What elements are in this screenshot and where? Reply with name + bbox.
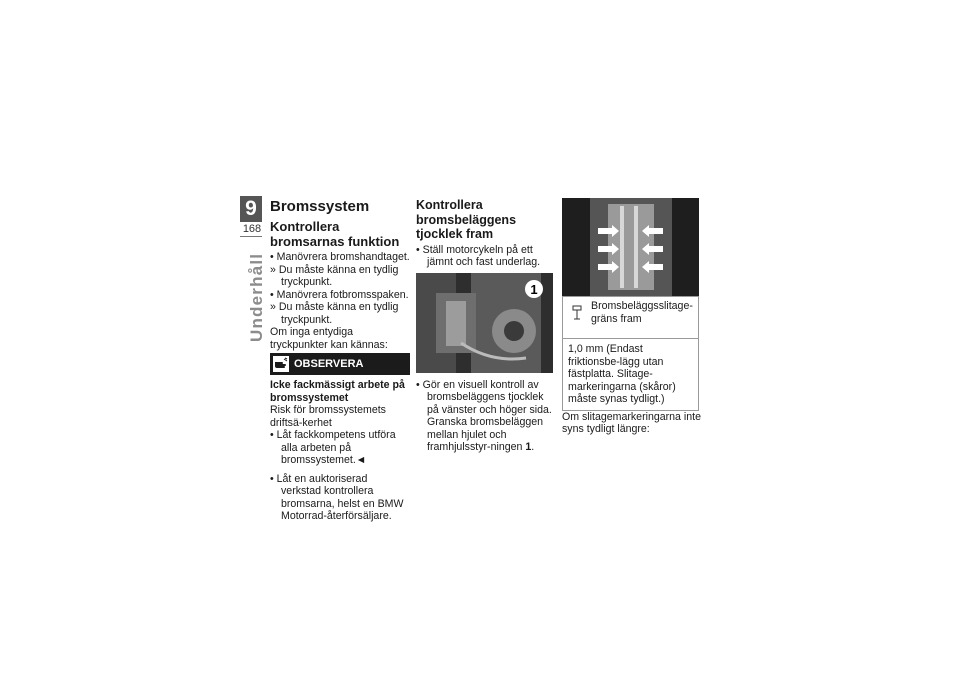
- chapter-number: 9: [240, 196, 262, 222]
- column-wear-limit: [562, 198, 702, 436]
- instruction-bullet: • Låt en auktoriserad verkstad kontrollera bromsarna, helst en BMW Motorrad-återförsäljare.: [270, 472, 404, 522]
- warning-bullet: • Låt fackkompetens utföra alla arbeten på bromssystemet.◄: [270, 429, 396, 466]
- brake-pad-icon: [571, 305, 583, 325]
- instruction-bullet: • Manövrera fotbromsspaken.: [270, 288, 409, 301]
- instruction-result: » Du måste känna en tydlig tryckpunkt.: [270, 301, 399, 326]
- subsection-heading: Kontrollera bromsarnas funktion: [270, 219, 400, 249]
- instruction-bullet: • Ställ motorcykeln på ett jämnt och fast underlag.: [416, 243, 541, 268]
- page-number: 168: [242, 223, 262, 235]
- table-header: Bromsbeläggsslitage-gräns fram: [591, 300, 693, 325]
- column-pad-thickness: [416, 198, 556, 454]
- paragraph: Om inga entydiga tryckpunkter kan kännas:: [270, 326, 388, 351]
- section-heading: Bromssystem: [270, 198, 370, 215]
- table-value: 1,0 mm (Endast friktionsbe-lägg utan fästplatta. Slitage-markeringarna (skåror) måste synas tydligt.): [568, 343, 676, 405]
- margin-divider: [240, 236, 262, 237]
- instruction-bullet: [416, 379, 556, 454]
- paragraph: Om slitagemarkeringarna inte syns tydligt längre:: [562, 410, 701, 435]
- warning-label: OBSERVERA: [294, 358, 364, 370]
- instruction-bullet: • Manövrera bromshandtaget.: [270, 251, 410, 263]
- wear-limit-table: [562, 296, 699, 411]
- instruction-text: • Gör en visuell kontroll av bromsbeläggens tjocklek på vänster och höger sida. Granska bromsbeläggen mellan hjulet och framhjulsstyr-ningen: [416, 378, 552, 453]
- section-title-vertical: Underhåll: [247, 252, 266, 342]
- section-heading: Kontrollera bromsbeläggens tjocklek fram: [416, 198, 517, 241]
- instruction-end: .: [531, 441, 535, 453]
- warning-banner: [270, 353, 410, 375]
- brake-pad-wear-photo: [562, 198, 699, 296]
- warning-hand-icon: [273, 356, 289, 372]
- warning-text: Risk för bromssystemets driftsä-kerhet: [270, 404, 386, 429]
- warning-title: Icke fackmässigt arbete på bromssystemet: [270, 379, 405, 404]
- instruction-result: » Du måste känna en tydlig tryckpunkt.: [270, 263, 399, 288]
- callout-reference: 1: [525, 441, 532, 453]
- brake-caliper-photo: [416, 273, 553, 373]
- callout-label: 1: [530, 281, 538, 297]
- column-brake-function: [270, 198, 410, 523]
- table-header-row: [563, 297, 698, 339]
